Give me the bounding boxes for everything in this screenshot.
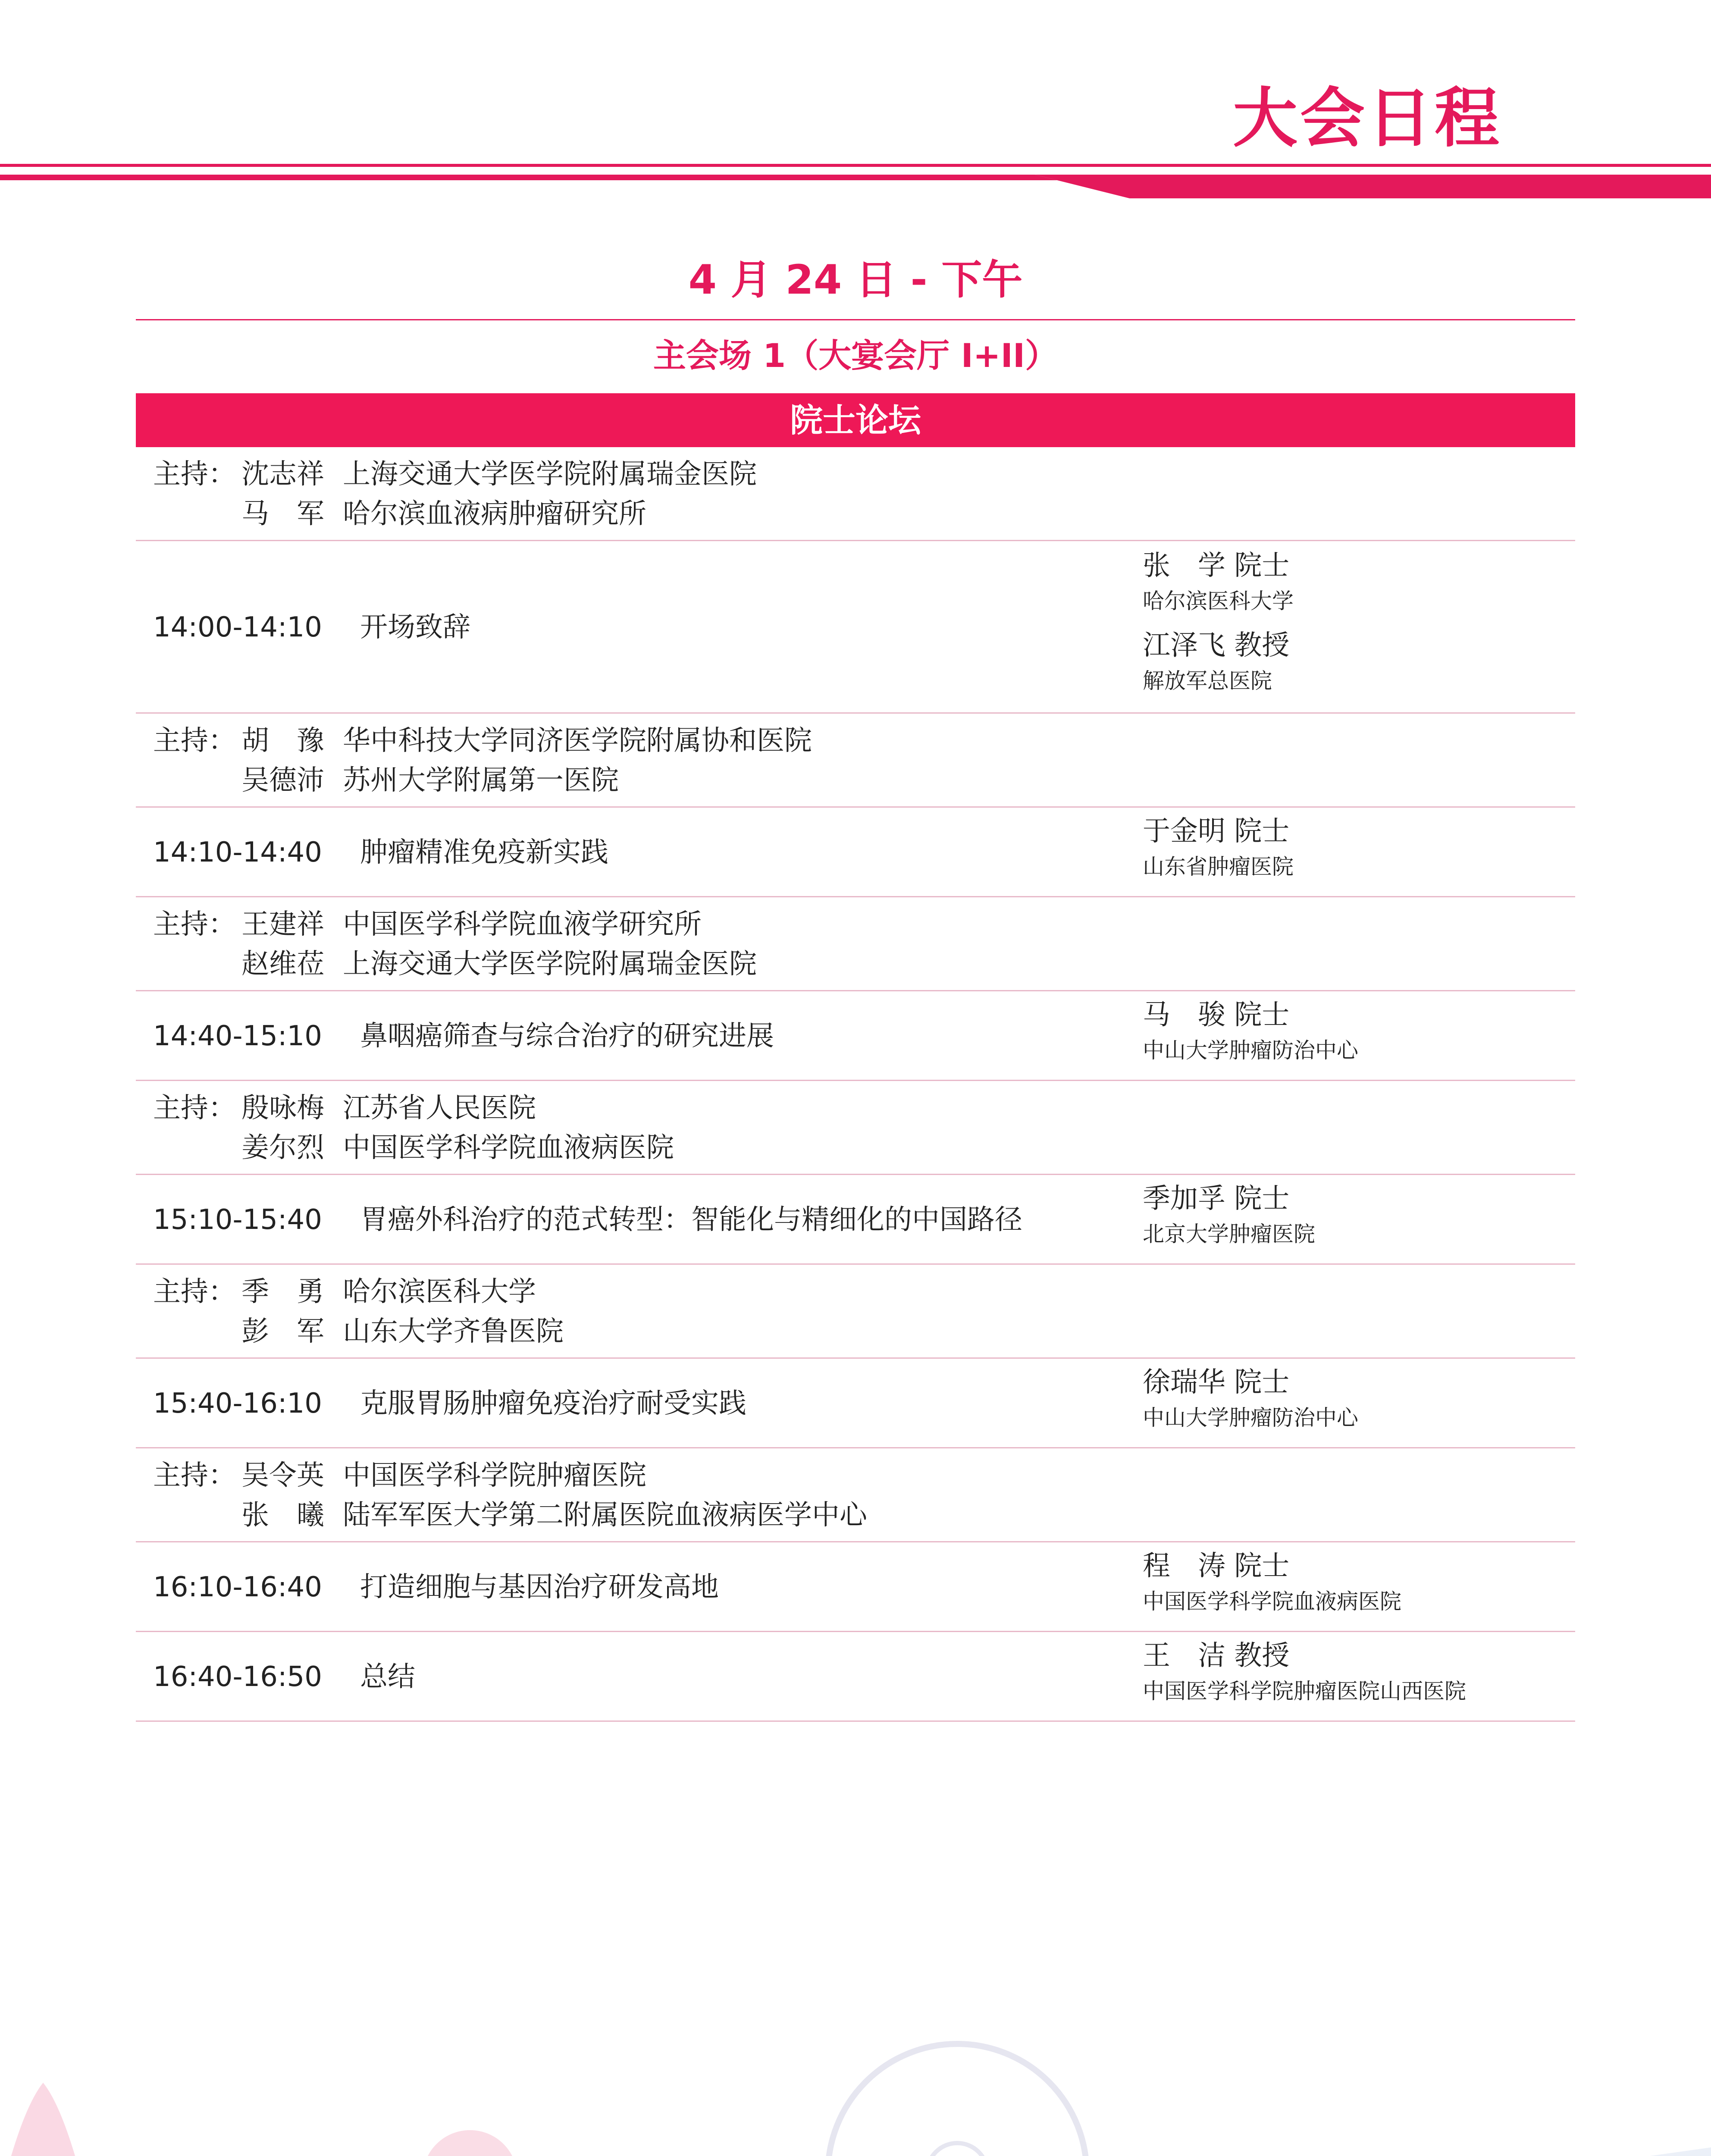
talk-topic: 胃癌外科治疗的范式转型：智能化与精细化的中国路径 — [360, 1204, 1022, 1236]
speaker-name — [1143, 996, 1289, 1034]
speaker-institution: 哈尔滨医科大学 — [1143, 589, 1294, 614]
moderator-org: 哈尔滨医科大学 — [343, 1276, 536, 1308]
speaker-institution: 中山大学肿瘤防治中心 — [1143, 1405, 1358, 1430]
moderator-name: 王建祥 — [241, 909, 324, 940]
moderator-org: 上海交通大学医学院附属瑞金医院 — [343, 948, 757, 980]
speaker-title: 院士 — [1234, 999, 1290, 1031]
talk-row — [136, 808, 1575, 897]
talk-row — [136, 1359, 1575, 1448]
day-title: 4 月 24 日 - 下午 — [688, 257, 1023, 304]
speaker-name-text: 江泽飞 — [1143, 630, 1235, 661]
moderator-label: 主持： — [153, 909, 236, 940]
speaker-name — [1143, 1636, 1289, 1675]
footer-illustration — [0, 1940, 1711, 2156]
moderator-row — [136, 447, 1575, 541]
speaker-title: 院士 — [1234, 1366, 1290, 1398]
speaker-title: 院士 — [1234, 1550, 1290, 1582]
talk-time: 16:40-16:50 — [153, 1661, 322, 1693]
speaker-institution: 中国医学科学院血液病医院 — [1143, 1589, 1401, 1614]
speaker-name-text: 于金明 — [1143, 815, 1235, 847]
moderator-row — [136, 714, 1575, 808]
moderator-org: 中国医学科学院肿瘤医院 — [343, 1460, 646, 1492]
venue-title: 主会场 1（大宴会厅 I+II） — [653, 336, 1058, 375]
moderator-name: 马 军 — [241, 498, 324, 530]
talk-row — [136, 541, 1575, 714]
speaker-institution: 中国医学科学院肿瘤医院山西医院 — [1143, 1679, 1466, 1704]
moderator-name: 沈志祥 — [241, 458, 324, 490]
moderator-label: 主持： — [153, 458, 236, 490]
talk-time: 15:40-16:10 — [153, 1388, 322, 1420]
talk-time: 16:10-16:40 — [153, 1571, 322, 1603]
moderator-row — [136, 1081, 1575, 1175]
talk-topic: 打造细胞与基因治疗研发高地 — [360, 1571, 719, 1603]
speaker-institution: 北京大学肿瘤医院 — [1143, 1222, 1315, 1247]
moderator-name: 张 曦 — [241, 1499, 324, 1531]
speaker-name — [1143, 1547, 1289, 1586]
talk-time: 15:10-15:40 — [153, 1204, 322, 1236]
moderator-org: 中国医学科学院血液学研究所 — [343, 909, 702, 940]
session-header: 院士论坛 — [136, 393, 1575, 447]
speaker-name — [1143, 626, 1289, 665]
moderator-name: 姜尔烈 — [241, 1132, 324, 1164]
talk-time: 14:00-14:10 — [153, 611, 322, 643]
speaker-name-text: 王 洁 — [1143, 1640, 1235, 1672]
speaker-title: 院士 — [1234, 815, 1290, 847]
moderator-name: 殷咏梅 — [241, 1092, 324, 1124]
moderator-row — [136, 897, 1575, 991]
talk-row — [136, 991, 1575, 1081]
moderator-name: 吴令英 — [241, 1460, 324, 1492]
speaker-name — [1143, 1179, 1289, 1218]
moderator-name: 胡 豫 — [241, 725, 324, 757]
speaker-title: 教授 — [1234, 1640, 1290, 1672]
title-divider — [136, 319, 1575, 320]
speaker-title: 院士 — [1234, 550, 1290, 582]
moderator-org: 苏州大学附属第一医院 — [343, 765, 619, 796]
speaker-name — [1143, 1363, 1289, 1402]
moderator-label: 主持： — [153, 725, 236, 757]
moderator-org: 华中科技大学同济医学院附属协和医院 — [343, 725, 812, 757]
talk-topic: 开场致辞 — [360, 611, 470, 643]
speaker-institution: 解放军总医院 — [1143, 668, 1272, 693]
speaker-institution: 山东省肿瘤医院 — [1143, 854, 1294, 879]
talk-row — [136, 1542, 1575, 1632]
moderator-label: 主持： — [153, 1460, 236, 1492]
moderator-name: 吴德沛 — [241, 765, 324, 796]
header-stripe — [0, 160, 1711, 203]
talk-time: 14:10-14:40 — [153, 837, 322, 868]
talk-time: 14:40-15:10 — [153, 1020, 322, 1052]
talk-topic: 鼻咽癌筛查与综合治疗的研究进展 — [360, 1020, 774, 1052]
talk-row — [136, 1175, 1575, 1265]
moderator-row — [136, 1448, 1575, 1542]
moderator-org: 江苏省人民医院 — [343, 1092, 536, 1124]
speaker-name — [1143, 546, 1289, 585]
speaker-name-text: 程 涛 — [1143, 1550, 1235, 1582]
speaker-institution: 中山大学肿瘤防治中心 — [1143, 1038, 1358, 1063]
moderator-name: 季 勇 — [241, 1276, 324, 1308]
speaker-name-text: 徐瑞华 — [1143, 1366, 1235, 1398]
moderator-row — [136, 1265, 1575, 1359]
speaker-title: 院士 — [1234, 1183, 1290, 1215]
talk-topic: 克服胃肠肿瘤免疫治疗耐受实践 — [360, 1388, 746, 1420]
speaker-name-text: 马 骏 — [1143, 999, 1235, 1031]
moderator-org: 陆军军医大学第二附属医院血液病医学中心 — [343, 1499, 867, 1531]
speaker-name-text: 季加孚 — [1143, 1183, 1235, 1215]
moderator-name: 彭 军 — [241, 1316, 324, 1348]
moderator-org: 中国医学科学院血液病医院 — [343, 1132, 674, 1164]
talk-topic: 总结 — [360, 1661, 415, 1693]
page-title: 大会日程 — [1232, 81, 1502, 156]
speaker-name — [1143, 812, 1289, 851]
moderator-org: 哈尔滨血液病肿瘤研究所 — [343, 498, 646, 530]
talk-row — [136, 1632, 1575, 1722]
moderator-org: 山东大学齐鲁医院 — [343, 1316, 564, 1348]
moderator-name: 赵维莅 — [241, 948, 324, 980]
moderator-label: 主持： — [153, 1092, 236, 1124]
moderator-org: 上海交通大学医学院附属瑞金医院 — [343, 458, 757, 490]
speaker-name-text: 张 学 — [1143, 550, 1235, 582]
talk-topic: 肿瘤精准免疫新实践 — [360, 837, 608, 868]
moderator-label: 主持： — [153, 1276, 236, 1308]
speaker-title: 教授 — [1234, 630, 1290, 661]
